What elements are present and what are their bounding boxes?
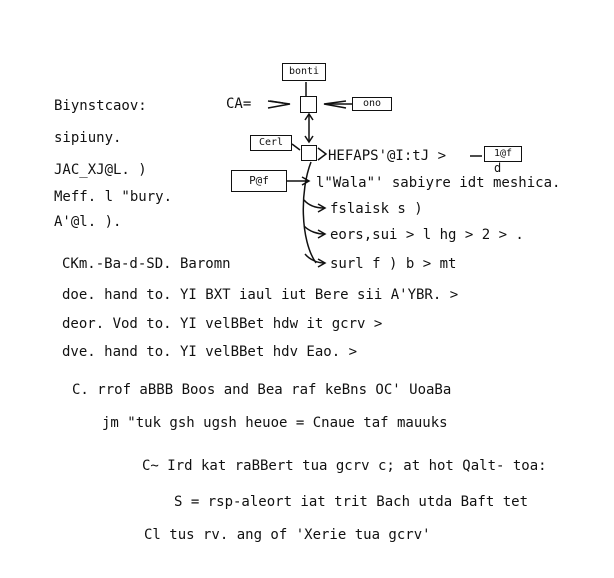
branch-3: surl f ) b > mt	[330, 256, 457, 272]
left-note-5: A'@l. ).	[54, 214, 122, 230]
left-note-1: Biynstcaov:	[54, 98, 147, 114]
paragraph-line-6: jm "tuk gsh ugsh heuoe = Cnaue taf mauuks	[102, 415, 448, 431]
left-note-3: JAC_XJ@L. )	[54, 162, 147, 178]
top-square-node	[300, 96, 317, 113]
far-right-mark: d	[494, 161, 502, 175]
branch-2: eors,sui > l hg > 2 > .	[330, 227, 524, 243]
mid-box: Cerl	[250, 135, 292, 151]
left-note-2: sipiuny.	[54, 130, 122, 146]
ca-label: CA=	[226, 96, 252, 112]
lower-square-node	[301, 145, 317, 161]
paragraph-line-7: C~ Ird kat raBBert tua gcrv c; at hot Qalt- toa:	[142, 458, 547, 474]
paragraph-line-9: Cl tus rv. ang of 'Xerie tua gcrv'	[144, 527, 431, 543]
paragraph-line-1: CKm.-Ba-d-SD. Baromn	[62, 256, 231, 272]
paragraph-line-4: dve. hand to. YI velBBet hdv Eao. >	[62, 344, 358, 360]
far-right-box: 1@f	[484, 146, 522, 162]
paragraph-line-2: doe. hand to. YI BXT iaul iut Bere sii A'YBR. >	[62, 287, 459, 303]
paragraph-line-8: S = rsp-aleort iat trit Bach utda Baft tet	[174, 494, 529, 510]
top-box: bonti	[282, 63, 326, 81]
paragraph-line-3: deor. Vod to. YI velBBet hdw it gcrv >	[62, 316, 383, 332]
left-note-4: Meff. l "bury.	[54, 189, 173, 205]
right-box: ono	[352, 97, 392, 111]
paragraph-line-5: C. rrof aBBB Boos and Bea raf keBns OC' UoaBa	[72, 382, 452, 398]
left-box: P@f	[231, 170, 287, 192]
quote-line: l"Wala"' sabiyre idt meshica.	[316, 175, 561, 191]
main-line-label: HEFAPS'@I:tJ >	[328, 148, 447, 164]
branch-1: fslaisk s )	[330, 201, 423, 217]
